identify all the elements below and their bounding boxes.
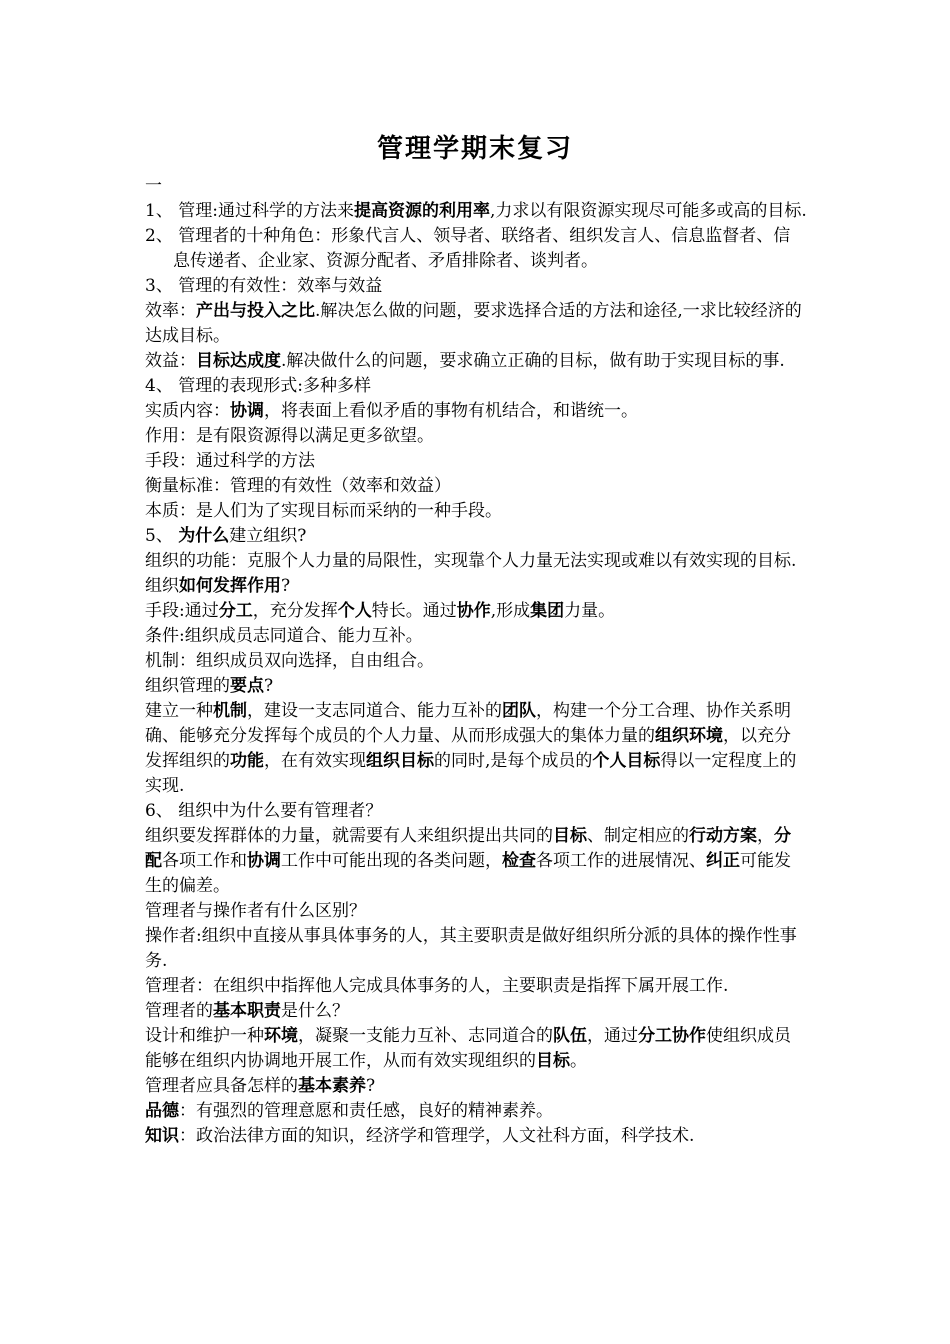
paragraph-line: [145, 1024, 807, 1074]
text-run: ，构建一个分工合理、协作关系明确、能够充分发挥每个成员的个人力量、从而形成强大的集体力量的: [145, 701, 791, 746]
text-run: 组织的功能：克服个人力量的局限性，实现靠个人力量无法实现或难以有效实现的目标.: [145, 551, 797, 571]
text-run: 建立组织?: [229, 526, 307, 546]
bold-term: 为什么: [178, 526, 230, 546]
text-run: 组织: [145, 576, 179, 596]
bold-term: 产出与投入之比: [196, 301, 315, 321]
text-run: 得以一定程度上的实现.: [145, 751, 797, 796]
paragraph-line: [145, 674, 807, 699]
paragraph-line: [145, 649, 807, 674]
paragraph-line: [145, 1124, 807, 1149]
text-run: ，以充分发挥组织的: [145, 726, 791, 771]
text-run: 设计和维护一种: [145, 1026, 264, 1046]
bold-term: 个人: [337, 601, 372, 621]
bold-term: 分工协作: [638, 1026, 706, 1046]
bold-term: 分工: [218, 601, 253, 621]
bold-term: 目标: [553, 826, 587, 846]
text-run: 操作者:组织中直接从事具体事务的人，其主要职责是做好组织所分派的具体的操作性事务.: [145, 926, 797, 971]
text-run: 实质内容：: [145, 401, 230, 421]
document-body: [145, 174, 807, 1149]
paragraph-line: [145, 699, 807, 799]
text-run: ，充分发挥: [252, 601, 338, 621]
text-run: ：有强烈的管理意愿和责任感，良好的精神素养。: [179, 1101, 553, 1121]
text-run: ：政治法律方面的知识，经济学和管理学，人文社科方面，科学技术.: [179, 1126, 695, 1146]
document-title: 管理学期末复习: [376, 134, 573, 164]
bold-term: 队伍: [553, 1026, 587, 1046]
text-run: ?: [281, 576, 291, 596]
bold-term: 功能: [230, 751, 264, 771]
text-run: ，在有效实现: [264, 751, 366, 771]
text-run: ，凝聚一支能力互补、志同道合的: [298, 1026, 553, 1046]
paragraph-line: [145, 549, 807, 574]
text-run: ，建设一支志同道合、能力互补的: [247, 701, 502, 721]
bold-term: 如何发挥作用: [179, 576, 281, 596]
bold-term: 个人目标: [592, 751, 661, 771]
text-run: 一: [145, 176, 162, 196]
text-run: ，将表面上看似矛盾的事物有机结合，和谐统一。: [264, 401, 638, 421]
paragraph-line: [145, 174, 807, 199]
text-run: ,力求以有限资源实现尽可能多或高的目标.: [489, 201, 807, 221]
text-run: ，: [757, 826, 774, 846]
bold-term: 知识: [145, 1126, 179, 1146]
text-run: 工作中可能出现的各类问题，: [281, 851, 502, 871]
text-run: 5、: [145, 526, 179, 546]
text-run: 4、 管理的表现形式:多种多样: [145, 376, 371, 396]
paragraph-line: [145, 1099, 807, 1124]
paragraph-line: [145, 474, 807, 499]
numbered-item: [145, 274, 807, 299]
text-run: 效率：: [145, 301, 196, 321]
text-run: 特长。通过: [371, 601, 457, 621]
bold-term: 组织目标: [366, 751, 434, 771]
text-run: 管理者：在组织中指挥他人完成具体事务的人，主要职责是指挥下属开展工作.: [145, 976, 729, 996]
text-run: .解决做什么的问题，要求确立正确的目标，做有助于实现目标的事.: [281, 351, 785, 371]
paragraph-line: [145, 899, 807, 924]
text-run: ?: [366, 1076, 376, 1096]
bold-term: 行动方案: [689, 826, 757, 846]
text-run: 管理者应具备怎样的: [145, 1076, 298, 1096]
numbered-item: [145, 799, 807, 824]
paragraph-line: [145, 999, 807, 1024]
numbered-item: [145, 224, 807, 274]
text-run: 2、 管理者的十种角色：形象代言人、领导者、联络者、组织发言人、信息监督者、信息传递者、企业家、资源分配者、矛盾排除者、谈判者。: [145, 226, 791, 271]
paragraph-line: [145, 399, 807, 424]
text-run: 管理者的: [145, 1001, 213, 1021]
bold-term: 组织环境: [655, 726, 723, 746]
text-run: 机制：组织成员双向选择，自由组合。: [145, 651, 434, 671]
text-run: 3、 管理的有效性：效率与效益: [145, 276, 383, 296]
text-run: 组织管理的: [145, 676, 230, 696]
bold-term: 品德: [145, 1101, 179, 1121]
text-run: ，通过: [587, 1026, 638, 1046]
paragraph-line: [145, 424, 807, 449]
text-run: 使组织成员能够在组织内协调地开展工作，从而有效实现组织的: [145, 1026, 791, 1071]
numbered-item: [145, 374, 807, 399]
bold-term: 检查: [502, 851, 536, 871]
text-run: 是什么？: [281, 1001, 349, 1021]
bold-term: 机制: [213, 701, 247, 721]
bold-term: 要点: [230, 676, 264, 696]
text-run: 建立一种: [145, 701, 213, 721]
bold-term: 目标: [536, 1051, 570, 1071]
text-run: 本质：是人们为了实现目标而采纳的一种手段。: [145, 501, 502, 521]
text-run: 。: [570, 1051, 587, 1071]
text-run: ,形成: [490, 601, 531, 621]
numbered-item: [145, 524, 807, 549]
text-run: 各项工作和: [162, 851, 247, 871]
numbered-item: [145, 199, 807, 224]
text-run: 效益：: [145, 351, 196, 371]
paragraph-line: [145, 924, 807, 974]
bold-term: 协调: [247, 851, 281, 871]
text-run: 1、 管理:通过科学的方法来: [145, 201, 354, 221]
bold-term: 环境: [264, 1026, 298, 1046]
paragraph-line: [145, 1074, 807, 1099]
bold-term: 集团: [530, 601, 565, 621]
text-run: 衡量标准：管理的有效性（效率和效益）: [145, 476, 451, 496]
bold-term: 基本素养: [298, 1076, 366, 1096]
bold-term: 协调: [230, 401, 264, 421]
text-run: 、制定相应的: [587, 826, 689, 846]
bold-term: 团队: [502, 701, 536, 721]
paragraph-line: [145, 299, 807, 349]
text-run: ?: [264, 676, 274, 696]
paragraph-line: [145, 499, 807, 524]
text-run: 管理者与操作者有什么区别？: [145, 901, 366, 921]
text-run: .解决怎么做的问题，要求选择合适的方法和途径,一求比较经济的达成目标。: [145, 301, 802, 346]
text-run: 的同时,是每个成员的: [434, 751, 593, 771]
paragraph-line: [145, 449, 807, 474]
text-run: 作用：是有限资源得以满足更多欲望。: [145, 426, 434, 446]
paragraph-line: [145, 574, 807, 599]
paragraph-line: [145, 599, 807, 624]
text-run: 可能发生的偏差。: [145, 851, 791, 896]
bold-term: 目标达成度: [196, 351, 281, 371]
bold-term: 提高资源的利用率: [353, 201, 490, 221]
bold-term: 纠正: [706, 851, 740, 871]
paragraph-line: [145, 974, 807, 999]
text-run: 力量。: [564, 601, 616, 621]
paragraph-line: [145, 824, 807, 899]
bold-term: 分配: [145, 826, 791, 871]
text-run: 手段:通过: [145, 601, 219, 621]
text-run: 各项工作的进展情况、: [536, 851, 706, 871]
paragraph-line: [145, 624, 807, 649]
bold-term: 基本职责: [213, 1001, 281, 1021]
bold-term: 协作: [456, 601, 491, 621]
text-run: 6、 组织中为什么要有管理者？: [145, 801, 383, 821]
text-run: 组织要发挥群体的力量，就需要有人来组织提出共同的: [145, 826, 553, 846]
text-run: 手段：通过科学的方法: [145, 451, 315, 471]
text-run: 条件:组织成员志同道合、能力互补。: [145, 626, 423, 646]
paragraph-line: [145, 349, 807, 374]
